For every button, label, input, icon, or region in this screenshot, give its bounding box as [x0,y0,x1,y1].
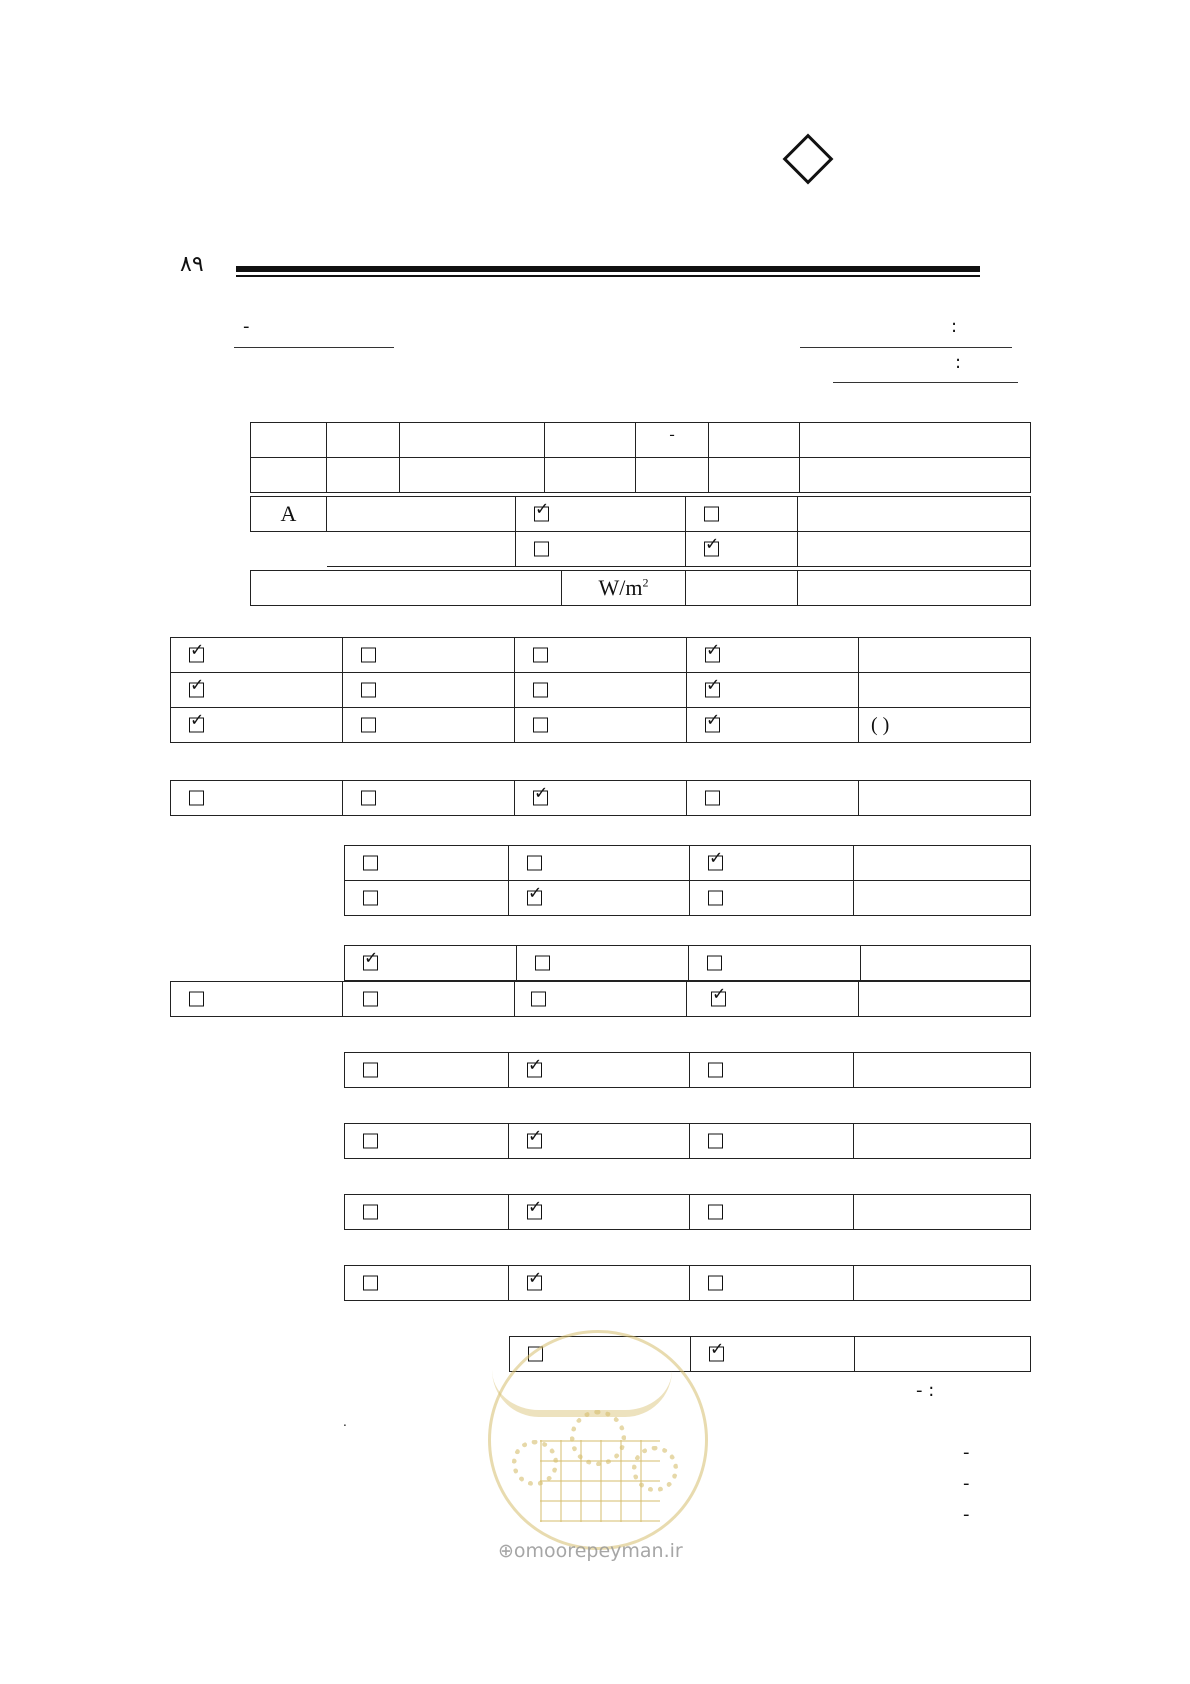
checkbox[interactable] [533,683,548,698]
row-label-cell [859,673,1031,708]
empty-cell [251,532,327,567]
table-row [345,946,1031,981]
field-underline-1[interactable] [800,347,1012,348]
checkbox[interactable] [361,648,376,663]
cell[interactable] [800,423,1031,458]
row-label-cell [854,881,1031,916]
block4-top-table [344,945,1031,981]
person-gear-icon [570,1410,626,1466]
row-label-cell [854,846,1031,881]
checkbox[interactable] [705,648,720,663]
page-number: ۸۹ [180,252,204,277]
row-label-cell [859,708,1031,743]
checkbox[interactable] [708,891,723,906]
cell[interactable] [709,458,800,493]
single-row-table-3 [344,1194,1031,1230]
checkbox[interactable] [361,718,376,733]
unit-table [250,570,1031,606]
cell[interactable] [686,497,798,532]
cell[interactable] [400,458,545,493]
table-row [345,881,1031,916]
table-row [345,1195,1031,1230]
cell[interactable] [636,423,709,458]
cell[interactable] [686,532,798,567]
row-label-cell [859,638,1031,673]
single-row-table-1 [344,1052,1031,1088]
header-rule-thin [236,275,980,277]
note-marker: - : [916,1380,935,1401]
checkbox[interactable] [189,791,204,806]
checkbox[interactable] [361,791,376,806]
checkbox[interactable] [533,718,548,733]
checkbox[interactable] [705,683,720,698]
checkbox[interactable] [708,1063,723,1078]
checkbox[interactable] [705,718,720,733]
row-label-cell [859,982,1031,1017]
globe-icon: ⊕ [498,1540,514,1562]
checkbox[interactable] [708,856,723,871]
table-row [171,982,1031,1017]
checkbox[interactable] [711,992,726,1007]
cell[interactable] [686,571,798,606]
scale-gear-icon [512,1440,558,1486]
cell[interactable] [327,458,400,493]
checkbox[interactable] [704,507,719,522]
dash-text: - [669,426,675,443]
checkbox[interactable] [363,1276,378,1291]
checkbox[interactable] [363,1063,378,1078]
checkbox[interactable] [527,856,542,871]
label-a: A [280,501,297,526]
checkbox[interactable] [189,683,204,698]
block1-table [170,637,1031,743]
checkbox[interactable] [363,956,378,971]
field-colon-1: : [951,316,958,337]
cell[interactable] [709,423,800,458]
single-row-table-4 [344,1265,1031,1301]
checkbox[interactable] [527,1063,542,1078]
header-rule [236,266,980,272]
checkbox[interactable] [527,1134,542,1149]
field-underline-left[interactable] [234,347,394,348]
cell[interactable] [516,497,686,532]
row-label-cell [855,1337,1031,1372]
cell[interactable] [798,571,1031,606]
row-label-cell [861,946,1031,981]
cell[interactable] [251,571,562,606]
checkbox[interactable] [527,1276,542,1291]
diamond-icon [783,134,834,185]
table-row [345,1053,1031,1088]
table-row [171,673,1031,708]
checkbox[interactable] [709,1347,724,1362]
field-colon-2: : [955,352,962,373]
cell[interactable] [798,532,1031,567]
cell[interactable] [327,423,400,458]
checkbox[interactable] [533,648,548,663]
label-a-cell [251,497,327,532]
dot: . [343,1415,347,1429]
row-label-cell [854,1195,1031,1230]
row-label-cell [854,1053,1031,1088]
checkbox[interactable] [361,683,376,698]
cell[interactable] [798,497,1031,532]
checkbox[interactable] [531,992,546,1007]
checkbox[interactable] [363,856,378,871]
table-row [345,1266,1031,1301]
checkbox[interactable] [363,891,378,906]
checkbox[interactable] [527,1205,542,1220]
checkbox[interactable] [534,507,549,522]
cell[interactable] [327,497,516,532]
list-dash-3: - [963,1504,970,1525]
block4-bottom-table [170,981,1031,1017]
list-dash-1: - [963,1442,970,1463]
table-row [345,846,1031,881]
table-row [171,638,1031,673]
checkbox[interactable] [704,542,719,557]
table-row [171,781,1031,816]
row-label-cell [854,1124,1031,1159]
checkbox[interactable] [708,1205,723,1220]
checkbox[interactable] [705,791,720,806]
checkbox[interactable] [363,1134,378,1149]
cell[interactable] [545,458,636,493]
cell[interactable] [251,423,327,458]
cell[interactable] [516,532,686,567]
excavator-gear-icon [632,1446,678,1492]
cell[interactable] [400,423,545,458]
cell[interactable] [251,458,327,493]
cell[interactable] [636,458,709,493]
watermark-website: ⊕omoorepeyman.ir [498,1540,683,1562]
checkbox[interactable] [527,891,542,906]
checkbox[interactable] [534,542,549,557]
field-underline-2[interactable] [833,382,1018,383]
checkbox[interactable] [708,1276,723,1291]
cell[interactable] [545,423,636,458]
checkbox[interactable] [707,956,722,971]
single-row-table-2 [344,1123,1031,1159]
top-info-table [250,422,1031,493]
checkbox[interactable] [189,648,204,663]
paren-label: ( ) [871,714,890,736]
top-left-dash: - [243,316,250,337]
checkbox[interactable] [189,718,204,733]
checkbox[interactable] [363,992,378,1007]
block3-table [344,845,1031,916]
checkbox[interactable] [535,956,550,971]
checkbox[interactable] [708,1134,723,1149]
row-label-cell [859,781,1031,816]
top-options-table [250,496,1031,567]
table-row [171,708,1031,743]
unit-cell [562,571,686,606]
unit-label: $W/m^2$ [598,575,649,600]
empty-cell [327,532,516,567]
cell[interactable] [800,458,1031,493]
checkbox[interactable] [533,791,548,806]
watermark-swoosh [492,1370,672,1417]
list-dash-2: - [963,1473,970,1494]
table-row [345,1124,1031,1159]
checkbox[interactable] [363,1205,378,1220]
row-label-cell [854,1266,1031,1301]
block2-table [170,780,1031,816]
checkbox[interactable] [189,992,204,1007]
